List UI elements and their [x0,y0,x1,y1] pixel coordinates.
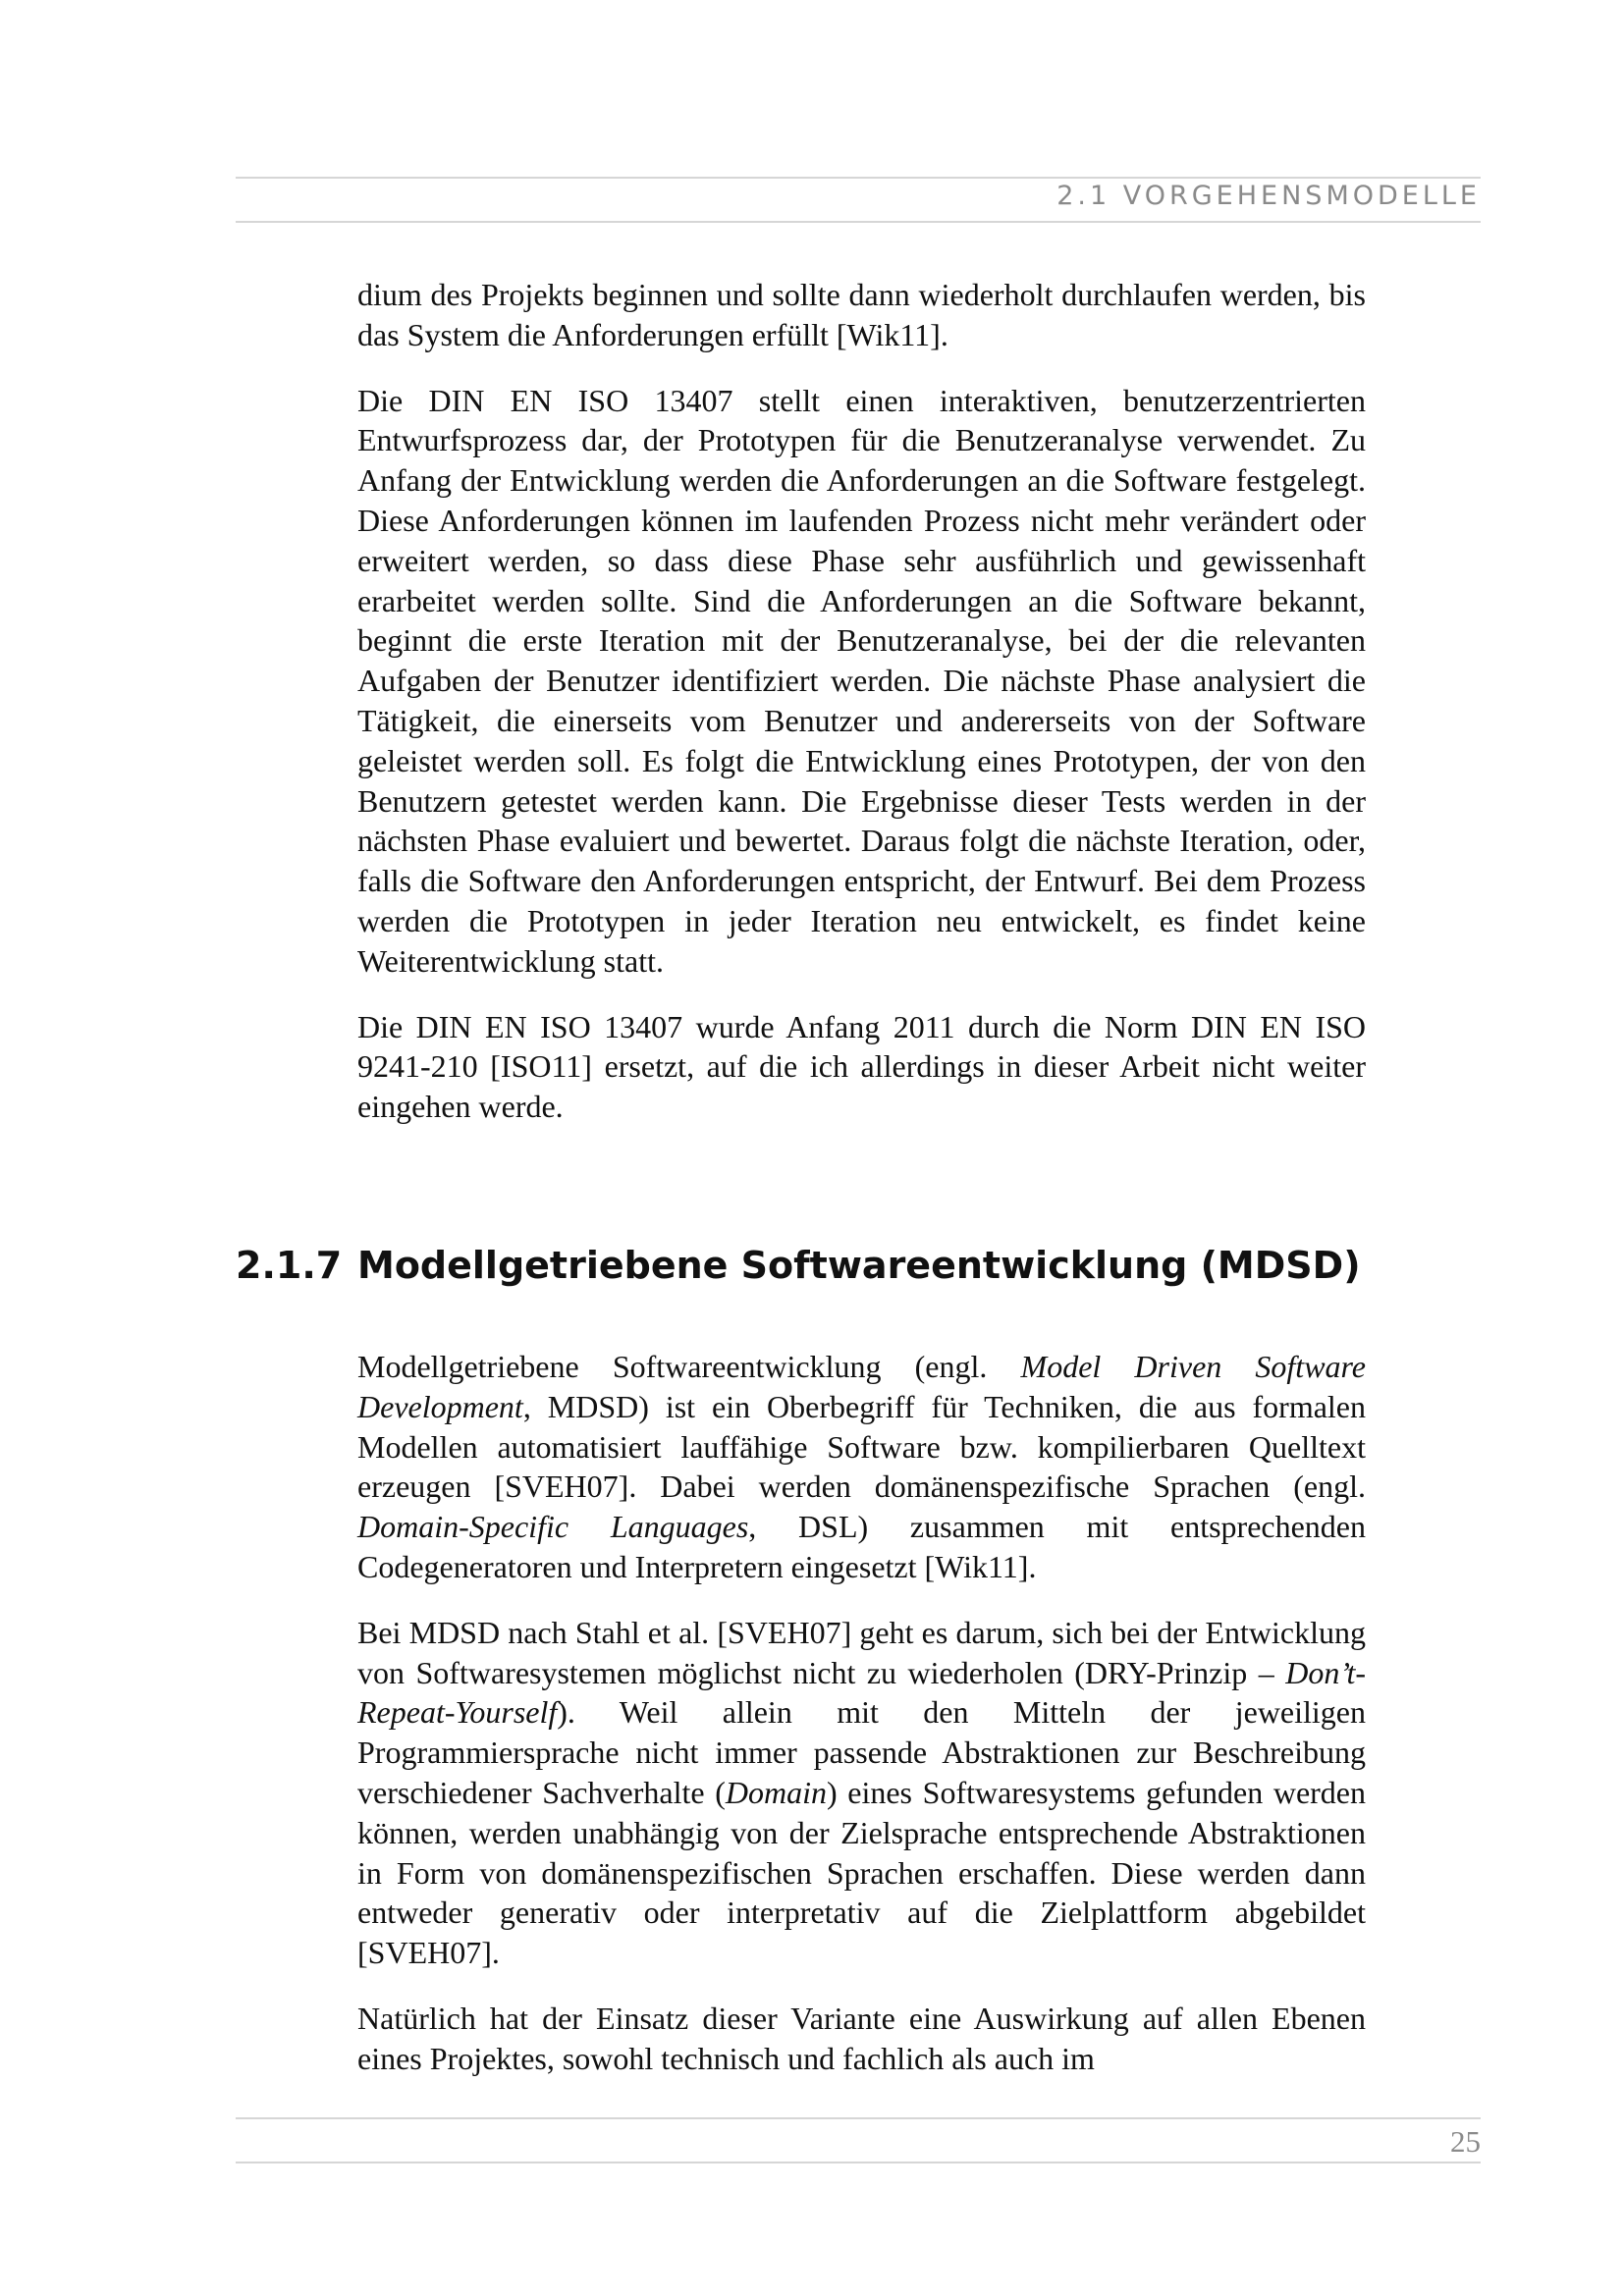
body-block-section [357,1347,1366,2105]
paragraph: Die DIN EN ISO 13407 wurde Anfang 2011 durch die Norm DIN EN ISO 9241-210 [ISO11] ersetzt, auf die ich allerdings in dieser Arbeit nicht weiter eingehen werde. [357,1008,1366,1125]
section-number: 2.1.7 [236,1244,343,1287]
header-bottom-rule [236,221,1481,223]
paragraph: dium des Projekts beginnen und sollte dann wiederholt durchlaufen werden, bis das System die Anforderungen erfüllt [Wik11]. [357,277,1366,352]
paragraph: Natürlich hat der Einsatz dieser Variante eine Auswirkung auf allen Ebenen eines Projektes, sowohl technisch und fachlich als auch im [357,2000,1366,2076]
footer-top-rule [236,2117,1481,2119]
page-number: 25 [1450,2124,1481,2159]
paragraph: Bei MDSD nach Stahl et al. [SVEH07] geht es darum, sich bei der Entwicklung von Softwaresystemen möglichst nicht zu wiederholen (DRY-Prinzip – Don’t-Repeat-Yourself). Weil allein mit den Mitteln der jeweiligen Programmiersprache nicht immer passende Abstraktionen zur Beschreibung verschiedener Sachverhalte (Domain) eines Softwaresystems gefunden werden können, werden unabhängig von der Zielsprache entsprechende Abstraktionen in Form von domänenspezifischen Sprachen erschaffen. Diese werden dann entweder generativ oder interpretativ auf die Zielplattform abgebildet [SVEH07]. [357,1614,1367,1971]
emphasis: Domain [725,1774,827,1810]
body-block-top [357,275,1366,1152]
emphasis: Don’t-Repeat-Yourself [357,1654,1366,1731]
emphasis: Model Driven Software Development [357,1349,1367,1424]
running-header: 2.1 VORGEHENSMODELLE [1056,181,1481,211]
paragraph: Die DIN EN ISO 13407 stellt einen interaktiven, benutzerzentrierten Entwurfsprozess dar, der Prototypen für die Benutzeranalyse verwendet. Zu Anfang der Entwicklung werden die Anforderungen an die Software festgelegt. Diese Anforderungen können im laufenden Prozess nicht mehr verändert oder erweitert werden, so dass diese Phase sehr ausführlich und gewissenhaft erarbeitet werden sollte. Sind die Anforderungen an die Software bekannt, beginnt die erste Iteration mit der Benutzeranalyse, bei der die relevanten Aufgaben der Benutzer identifiziert werden. Die nächste Phase analysiert die Tätigkeit, die einerseits vom Benutzer und andererseits von der Software geleistet werden soll. Es folgt die Entwicklung eines Prototypen, der von den Benutzern getestet werden kann. Die Ergebnisse dieser Tests werden in der nächsten Phase evaluiert und bewertet. Daraus folgt die nächste Iteration, oder, falls die Software den Anforderungen entspricht, der Entwurf. Bei dem Prozess werden die Prototypen in jeder Iteration neu entwickelt, es findet keine Weiterentwicklung statt. [357,382,1366,979]
section-heading [236,1242,1481,1289]
emphasis: Domain-Specific Languages [357,1509,749,1545]
section-title: Modellgetriebene Softwareentwicklung (MDSD) [357,1244,1361,1287]
footer-bottom-rule [236,2162,1481,2163]
paragraph: Modellgetriebene Softwareentwicklung (engl. Model Driven Software Development, MDSD) ist ein Oberbegriff für Techniken, die aus formalen Modellen automatisiert lauffähige Software bzw. kompilierbaren Quelltext erzeugen [SVEH07]. Dabei werden domänenspezifische Sprachen (engl. Domain-Specific Languages, DSL) zusammen mit entsprechenden Codegeneratoren und Interpretern eingesetzt [Wik11]. [357,1349,1367,1584]
